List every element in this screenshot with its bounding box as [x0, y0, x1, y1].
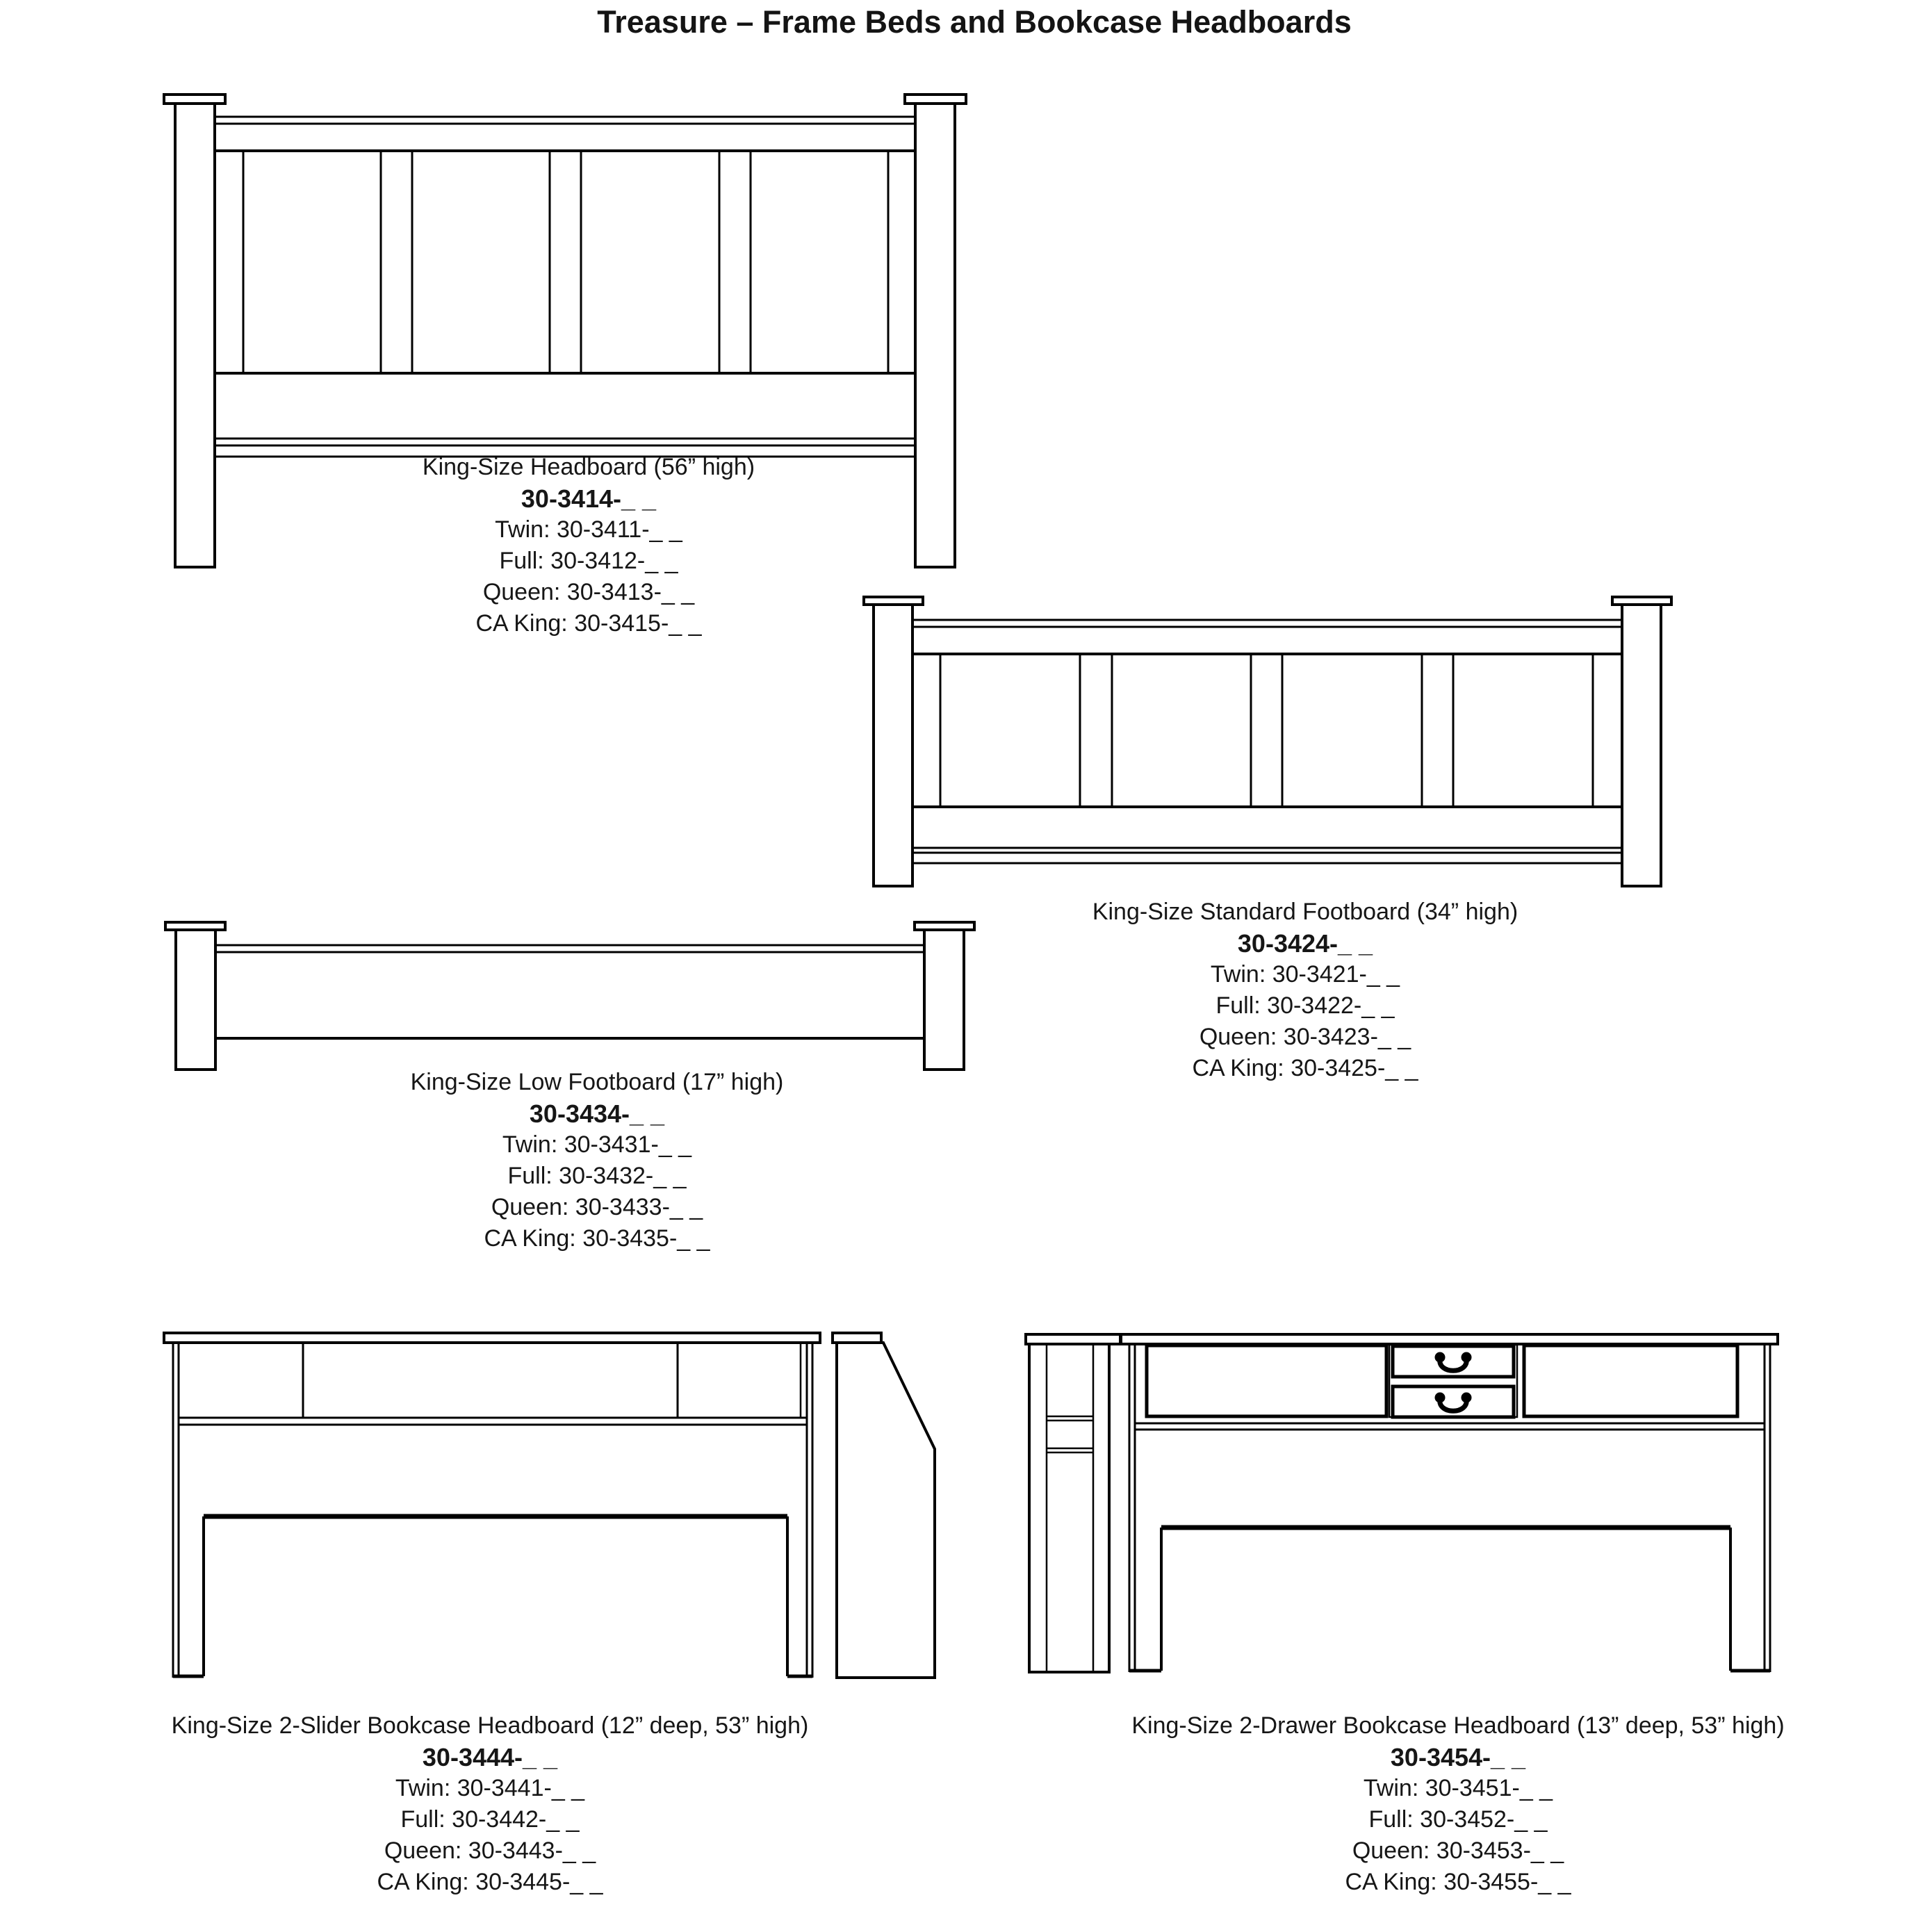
footboard-bottom-trim [912, 853, 1622, 863]
low-footboard-right-post-cap [915, 922, 974, 930]
slider-bookcase-top-cap [164, 1333, 820, 1343]
product-code: 30-3424-_ _ [1237, 929, 1373, 958]
variant-ca-king: CA King: 30-3415-_ _ [475, 610, 702, 637]
variant-full: Full: 30-3442-_ _ [400, 1806, 580, 1833]
footboard-left-post [874, 605, 912, 886]
variant-full: Full: 30-3432-_ _ [507, 1163, 687, 1189]
variant-ca-king: CA King: 30-3455-_ _ [1345, 1869, 1571, 1895]
product-code: 30-3454-_ _ [1390, 1743, 1526, 1771]
low-footboard-left-post [176, 930, 215, 1070]
headboard-panel-stiles [243, 152, 888, 372]
slider-bookcase-headboard-drawing [164, 1333, 935, 1678]
headboard-right-post-cap [905, 95, 966, 104]
low-footboard-drawing [165, 922, 974, 1070]
drawer-column-frame [1389, 1345, 1517, 1417]
drawer-bookcase-left-opening [1147, 1345, 1386, 1416]
spec-low-footboard [411, 1067, 784, 1254]
low-footboard-right-post [924, 930, 964, 1070]
headboard-top-trim [215, 117, 915, 124]
variant-queen: Queen: 30-3453-_ _ [1352, 1837, 1564, 1864]
spec-king-headboard [423, 452, 755, 639]
variant-queen: Queen: 30-3443-_ _ [384, 1837, 596, 1864]
standard-footboard-drawing [864, 597, 1671, 886]
variant-full: Full: 30-3412-_ _ [499, 548, 678, 574]
low-footboard-top-trim [215, 945, 924, 952]
footboard-right-post [1622, 605, 1661, 886]
variant-ca-king: CA King: 30-3445-_ _ [377, 1869, 603, 1895]
footboard-panel-stiles [940, 655, 1593, 805]
footboard-left-post-cap [864, 597, 923, 605]
product-name: King-Size 2-Drawer Bookcase Headboard (13” deep, 53” high) [1131, 1712, 1785, 1739]
product-name: King-Size Low Footboard (17” high) [410, 1069, 784, 1095]
product-name: King-Size Standard Footboard (34” high) [1092, 899, 1518, 925]
drawer-side-shelf-lines [1047, 1416, 1093, 1452]
bottom-drawer-handle-icon [1435, 1393, 1472, 1411]
page-title: Treasure – Frame Beds and Bookcase Headboards [597, 4, 1352, 40]
variant-full: Full: 30-3452-_ _ [1368, 1806, 1548, 1833]
product-code: 30-3444-_ _ [422, 1743, 558, 1771]
variant-queen: Queen: 30-3413-_ _ [482, 579, 695, 605]
spec-standard-footboard [1092, 897, 1518, 1084]
footboard-right-post-cap [1612, 597, 1671, 605]
product-code: 30-3434-_ _ [529, 1099, 665, 1128]
product-name: King-Size 2-Slider Bookcase Headboard (12” deep, 53” high) [171, 1712, 809, 1739]
slider-side-profile [837, 1343, 935, 1678]
variant-ca-king: CA King: 30-3425-_ _ [1192, 1055, 1418, 1081]
headboard-right-post [915, 104, 955, 567]
low-footboard-left-post-cap [165, 922, 225, 930]
drawer-side-profile [1029, 1344, 1109, 1672]
variant-queen: Queen: 30-3433-_ _ [491, 1194, 703, 1220]
variant-twin: Twin: 30-3421-_ _ [1210, 961, 1400, 988]
spec-slider-bookcase-headboard [172, 1710, 809, 1898]
spec-drawer-bookcase-headboard [1131, 1710, 1784, 1898]
variant-full: Full: 30-3422-_ _ [1215, 992, 1395, 1019]
drawer-bookcase-top-cap [1121, 1334, 1778, 1344]
headboard-left-post [175, 104, 215, 567]
footboard-top-trim [912, 620, 1622, 627]
variant-queen: Queen: 30-3423-_ _ [1199, 1024, 1411, 1050]
headboard-left-post-cap [164, 95, 225, 104]
variant-twin: Twin: 30-3431-_ _ [502, 1131, 692, 1158]
drawer-side-cap [1026, 1334, 1120, 1344]
variant-twin: Twin: 30-3411-_ _ [495, 516, 682, 543]
variant-twin: Twin: 30-3451-_ _ [1363, 1775, 1553, 1801]
slider-side-cap [833, 1333, 881, 1343]
drawer-bookcase-right-opening [1524, 1345, 1737, 1416]
variant-twin: Twin: 30-3441-_ _ [395, 1775, 585, 1801]
variant-ca-king: CA King: 30-3435-_ _ [484, 1225, 710, 1252]
product-code: 30-3414-_ _ [521, 484, 657, 513]
drawer-bookcase-headboard-drawing [1026, 1334, 1778, 1672]
top-drawer-handle-icon [1435, 1352, 1472, 1371]
product-name: King-Size Headboard (56” high) [422, 454, 755, 480]
